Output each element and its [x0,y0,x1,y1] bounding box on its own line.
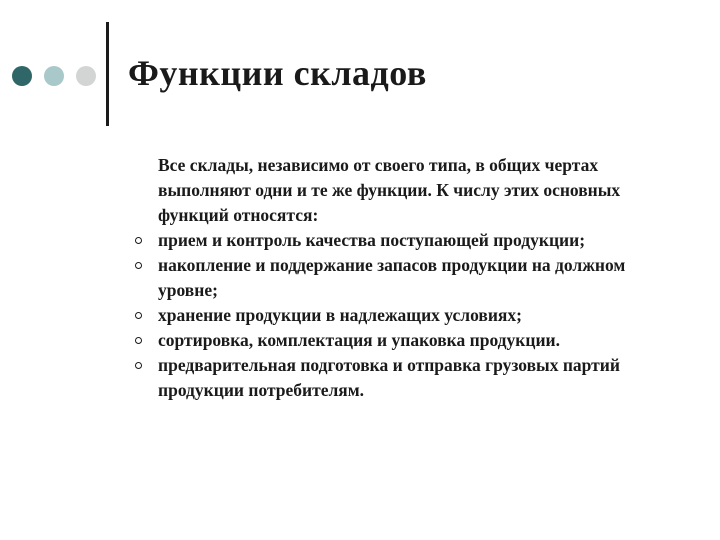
title-divider [106,22,109,126]
list-item [130,228,670,253]
slide-title: Функции складов [128,53,427,93]
circle-bullet-icon [135,337,142,344]
intro-paragraph: Все склады, независимо от своего типа, в общих чертах выполняют одни и те же функции. К числу этих основных функций относятся: [158,155,621,225]
light-teal-dot [44,66,64,86]
circle-bullet-icon [135,262,142,269]
slide-body [130,153,670,403]
list-item-text: прием и контроль качества поступающей продукции; [158,230,586,250]
list-item-text: предварительная подготовка и отправка грузовых партий продукции потребителям. [158,355,620,400]
circle-bullet-icon [135,362,142,369]
dark-teal-dot [12,66,32,86]
list-item [130,328,670,353]
list-item-text: накопление и поддержание запасов продукции на должном уровне; [158,255,626,300]
decorative-dots [12,66,98,88]
list-item [130,353,670,403]
list-item [130,303,670,328]
circle-bullet-icon [135,237,142,244]
circle-bullet-icon [135,312,142,319]
list-item-text: хранение продукции в надлежащих условиях; [158,305,522,325]
gray-dot [76,66,96,86]
list-item-text: сортировка, комплектация и упаковка продукции. [158,330,560,350]
list-item [130,253,670,303]
